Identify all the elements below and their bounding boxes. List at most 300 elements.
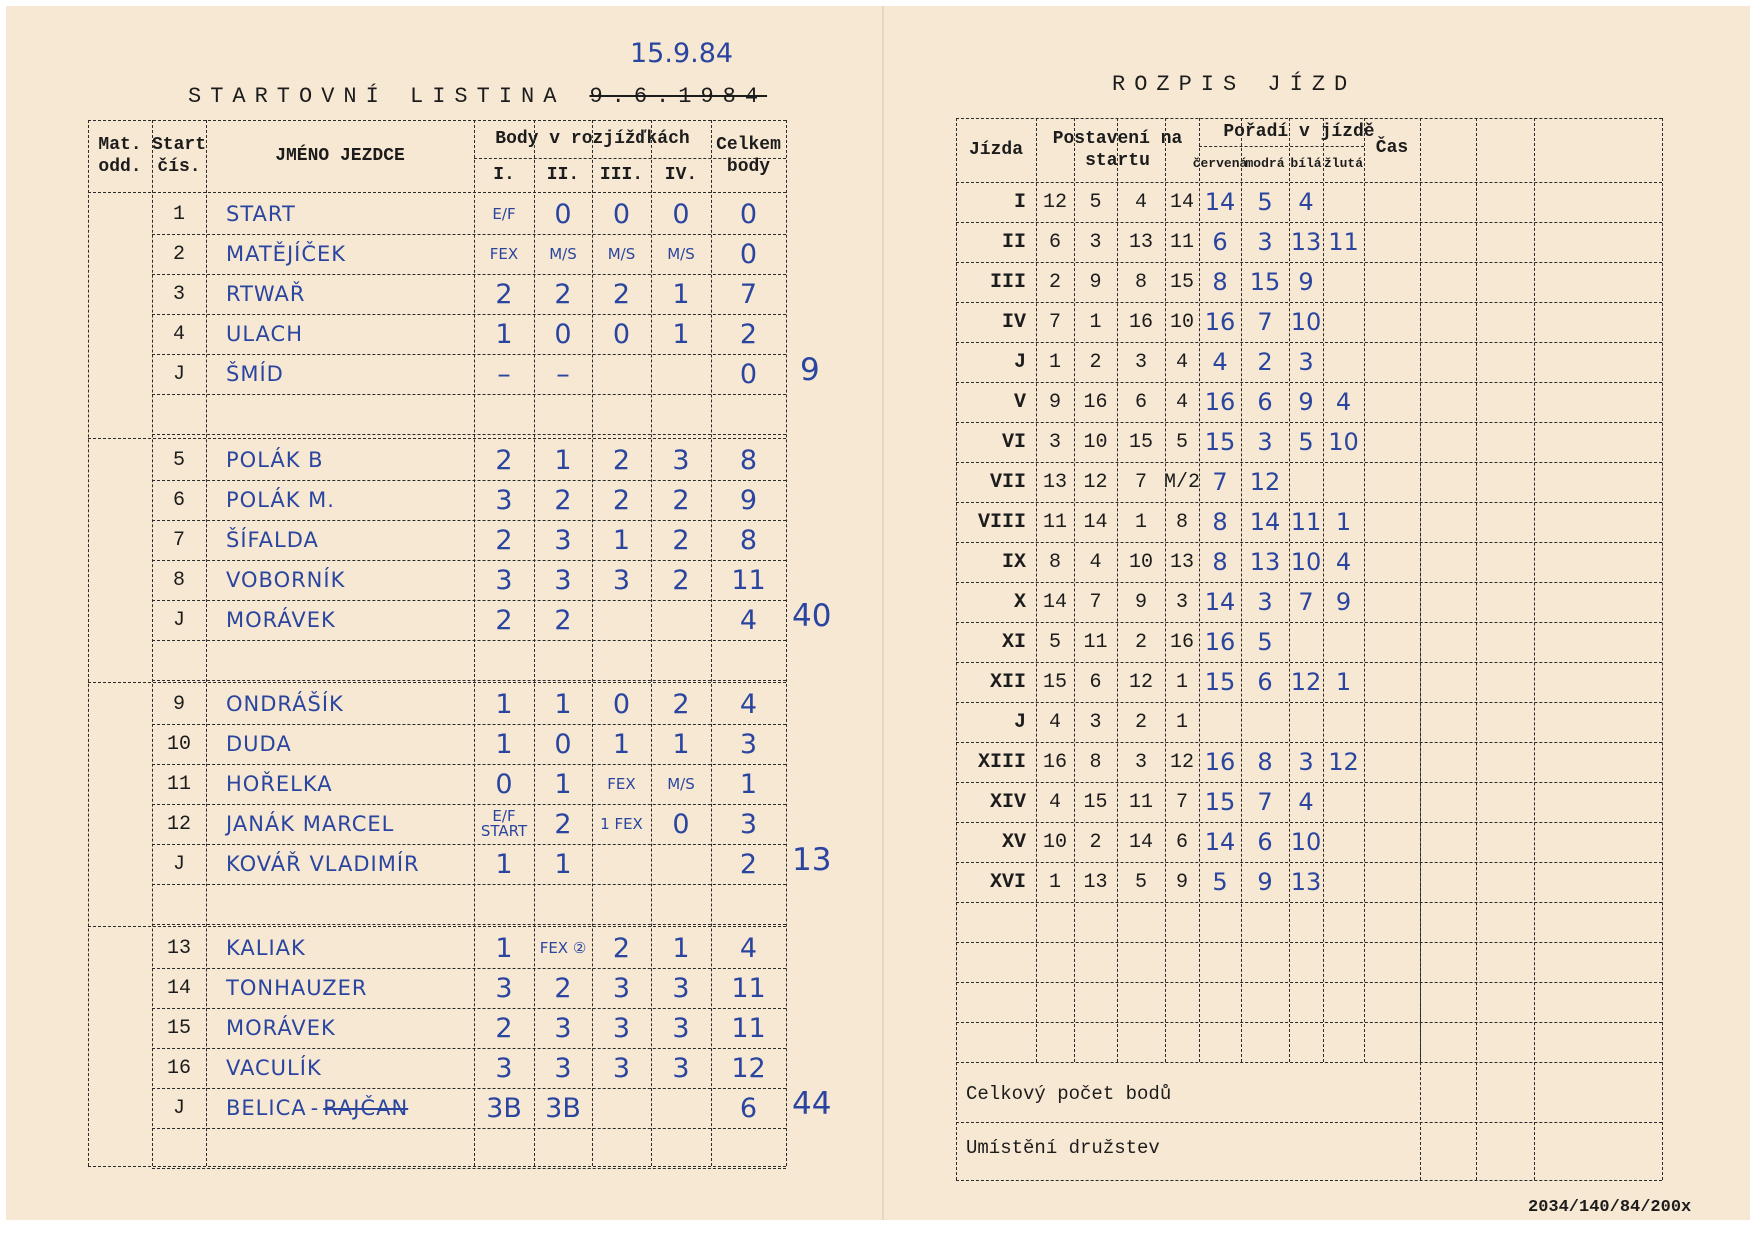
start-position-4: 8 [1175,510,1188,534]
start-position-1: 15 [1042,670,1067,694]
start-position-4: 13 [1169,550,1194,574]
heat-2-points: 1 [554,444,572,476]
heat-3-points: 0 [612,198,631,230]
heat-number: I [1013,190,1026,214]
finish-red: 8 [1212,508,1228,536]
header-jizda: Jízda [968,140,1023,160]
start-position-3: 9 [1134,590,1147,614]
heat-1-points: 3 [495,484,513,516]
start-position-3: 15 [1128,430,1153,454]
start-position-3: 3 [1134,750,1147,774]
grid-line [152,354,786,355]
start-position-3: 4 [1134,190,1147,214]
heat-4-points [651,600,711,640]
header-heat-4: IV. [664,165,698,185]
heat-2-points: 1 [554,688,572,720]
grid-line [152,1128,786,1129]
rider-name-text: JANÁK MARCEL [226,812,395,836]
heat-1-points: 2 [495,524,513,556]
finish-white [1289,702,1323,742]
rider-total: 8 [739,444,758,476]
heat-4-points: 3 [672,1012,690,1044]
start-number: 9 [172,692,185,716]
page-fold [882,6,884,1220]
heat-3-points: 2 [612,932,631,964]
finish-white: 9 [1298,388,1314,416]
grid-line [956,382,1662,383]
rider-name [206,480,474,520]
header-cas: Čas [1375,138,1409,158]
start-position-3: 5 [1134,870,1147,894]
heat-3-points [592,354,651,394]
heat-4-points: 0 [672,808,690,840]
start-number: 14 [166,976,191,1000]
start-position-3: 3 [1134,350,1147,374]
start-position-1: 10 [1042,830,1067,854]
group-divider [88,926,786,927]
grid-line [152,394,786,395]
heat-4-points: M/S [667,244,695,263]
heat-3-points: 3 [612,1052,631,1084]
start-number: 8 [172,568,185,592]
start-position-2: 12 [1083,470,1108,494]
rider-name-text: MORÁVEK [226,608,336,632]
grid-line [711,120,712,1166]
team-placement-label: Umístění družstev [966,1137,1160,1159]
heat-2-points: 3B [545,1092,581,1124]
start-position-1: 5 [1048,630,1061,654]
finish-blue: 2 [1257,348,1273,376]
start-position-2: 6 [1089,670,1102,694]
start-number: 4 [172,322,185,346]
rider-total: 6 [739,1092,758,1124]
start-list-title [188,84,767,109]
group-divider [88,192,786,193]
finish-blue: 3 [1257,228,1273,256]
start-position-4: 16 [1169,630,1194,654]
grid-line [1364,118,1365,1062]
start-position-1: 3 [1048,430,1061,454]
rider-total: 0 [739,358,758,390]
rider-name-text: KOVÁŘ VLADIMÍR [226,852,420,876]
grid-line [651,120,652,1166]
finish-red: 16 [1204,388,1236,416]
finish-yellow: 10 [1328,428,1359,456]
finish-white: 10 [1290,548,1322,576]
finish-white [1289,462,1323,502]
rider-name [206,314,474,354]
start-number: 3 [172,282,185,306]
start-number: J [172,852,185,876]
start-number: 16 [166,1056,191,1080]
finish-white: 12 [1290,668,1322,696]
heat-4-points: 2 [672,484,690,516]
start-position-4: 4 [1175,350,1188,374]
heat-2-points: 2 [554,808,572,840]
rider-name-text: HOŘELKA [226,772,333,796]
header-jmeno: JMÉNO JEZDCE [275,146,405,166]
heat-number: III [989,270,1026,294]
heat-3-points: M/S [607,244,636,263]
grid-line [152,1168,786,1169]
start-position-3: 2 [1134,710,1147,734]
grid-line [1036,118,1037,1062]
start-position-2: 1 [1089,310,1102,334]
heat-4-points [651,844,711,884]
rider-total: 11 [731,1012,766,1044]
heat-1-points: 3 [495,564,513,596]
heat-4-points: 1 [672,278,690,310]
grid-line [152,234,786,235]
grid-line [152,1048,786,1049]
grid-line [1662,118,1663,1180]
heat-number: VII [989,470,1026,494]
finish-red: 16 [1204,308,1236,336]
heat-4-points: 2 [672,524,690,556]
heat-1-points: 1 [495,932,513,964]
heat-3-points: 3 [612,1012,631,1044]
finish-red: 6 [1212,228,1228,256]
heat-2-points: 0 [554,318,572,350]
finish-blue: 7 [1257,788,1273,816]
rider-total: 1 [739,768,758,800]
grid-line [1534,118,1535,1180]
header-color-1: červená [1192,156,1248,171]
rider-name-text: MATĚJÍČEK [226,242,347,266]
finish-red: 15 [1204,788,1236,816]
rider-name-text: BELICA [226,1096,307,1120]
rider-total: 7 [739,278,758,310]
rider-name-text: ŠMÍD [226,362,284,386]
heat-number: X [1013,590,1026,614]
grid-line [152,314,786,315]
start-number: 15 [166,1016,191,1040]
rider-total: 11 [731,972,766,1004]
heat-3-points: 1 [612,524,631,556]
heat-4-points: 1 [672,728,690,760]
finish-blue: 3 [1257,588,1273,616]
grid-line [956,222,1662,223]
heat-1-points: 2 [495,278,513,310]
heat-1-points: 3B [486,1092,522,1124]
grid-line [956,662,1662,663]
finish-red: 15 [1204,428,1236,456]
rider-total: 4 [739,604,758,636]
start-number: J [172,608,185,632]
header-start-cis: Start čís. [152,135,207,177]
heat-2-points: 3 [554,1052,572,1084]
rider-name [206,520,474,560]
heat-number: IX [1001,550,1026,574]
heat-number: J [1013,350,1026,374]
rider-total: 0 [739,238,758,270]
heat-1-points: 1 [495,688,513,720]
heat-3-points: 1 [612,728,631,760]
rider-total: 3 [739,728,758,760]
start-position-4: 15 [1169,270,1194,294]
header-color-3: bílá [1290,156,1322,171]
finish-yellow: 11 [1328,228,1359,256]
header-heat-1: I. [493,165,515,185]
heat-1-points: 2 [495,444,513,476]
heat-number: VI [1001,430,1026,454]
heat-4-points [651,354,711,394]
grid-line [152,680,786,681]
grid-line [956,1022,1662,1023]
grid-line [956,862,1662,863]
heat-number: IV [1001,310,1026,334]
heat-4-points: 1 [672,318,690,350]
rider-name [206,274,474,314]
finish-white: 5 [1298,428,1314,456]
rider-name [206,560,474,600]
start-position-3: 16 [1128,310,1153,334]
heat-4-points: M/S [667,774,695,793]
grid-line [956,942,1662,943]
finish-white: 9 [1298,268,1314,296]
heat-3-points: 3 [612,972,631,1004]
rider-name-struck: RAJČAN [323,1096,409,1120]
finish-blue: 12 [1249,468,1281,496]
grid-line [152,924,786,925]
start-position-2: 8 [1089,750,1102,774]
grid-line [152,724,786,725]
start-number: J [172,362,185,386]
grid-line [956,302,1662,303]
rider-name [206,234,474,274]
heat-2-points: 0 [554,198,572,230]
grid-line [152,884,786,885]
heat-3-points: 0 [612,688,631,720]
finish-red: 16 [1204,628,1236,656]
start-position-2: 3 [1089,710,1102,734]
heat-4-points: 2 [672,564,690,596]
start-number: 10 [166,732,191,756]
finish-yellow [1323,262,1364,302]
heat-schedule-title: ROZPIS JÍZD [1112,72,1357,97]
start-position-1: 1 [1048,870,1061,894]
finish-yellow [1323,782,1364,822]
start-position-2: 13 [1083,870,1108,894]
heat-2-points: 1 [554,848,572,880]
start-position-3: 10 [1128,550,1153,574]
start-position-4: 10 [1169,310,1194,334]
total-points-label: Celkový počet bodů [966,1083,1172,1105]
grid-line [152,600,786,601]
start-position-1: 8 [1048,550,1061,574]
heat-number: XIV [989,790,1026,814]
grid-line [152,804,786,805]
finish-blue: 6 [1257,668,1273,696]
finish-white: 3 [1298,748,1314,776]
summary-divider [956,1122,1662,1123]
start-position-2: 16 [1083,390,1108,414]
heat-3-points: 2 [612,484,631,516]
finish-blue: 3 [1257,428,1273,456]
start-number: 1 [172,202,185,226]
start-position-1: 6 [1048,230,1061,254]
finish-yellow: 12 [1328,748,1359,776]
grid-line [1074,118,1075,1062]
table-top [956,118,1662,119]
heat-2-points: 0 [554,728,572,760]
heat-3-points: 0 [612,318,631,350]
start-position-4: 7 [1175,790,1188,814]
header-color-2: modrá [1245,156,1285,171]
start-position-2: 11 [1083,630,1108,654]
heat-1-points: 0 [495,768,513,800]
start-position-2: 9 [1089,270,1102,294]
grid-line [152,274,786,275]
start-position-4: 9 [1175,870,1188,894]
heat-1-points: 2 [495,1012,513,1044]
grid-line [956,582,1662,583]
rider-name [206,724,474,764]
finish-blue: 9 [1257,868,1273,896]
header-celkem: Celkem body [716,135,781,177]
rider-name [206,684,474,724]
finish-yellow: 1 [1335,668,1352,696]
rider-name [206,194,474,234]
heat-2-points: FEX ② [539,938,587,957]
start-position-1: 16 [1042,750,1067,774]
start-position-3: 2 [1134,630,1147,654]
start-position-4: 1 [1175,670,1188,694]
heat-4-points: 3 [672,444,690,476]
finish-blue: 5 [1257,188,1273,216]
finish-white: 3 [1298,348,1314,376]
finish-blue: 7 [1257,308,1273,336]
heat-3-points [592,844,651,884]
grid-line [88,120,89,1166]
start-number: 6 [172,488,185,512]
heat-number: VIII [977,510,1026,534]
finish-red: 15 [1204,668,1236,696]
team-total: 9 [800,352,820,388]
rider-name-text: KALIAK [226,936,306,960]
heat-2-points: 3 [554,524,572,556]
header-heat-3: III. [599,165,644,185]
heat-number: XIII [977,750,1026,774]
rider-name-text: MORÁVEK [226,1016,336,1040]
start-position-4: 6 [1175,830,1188,854]
team-total: 13 [792,842,832,878]
start-number: 5 [172,448,185,472]
start-number: J [172,1096,185,1120]
start-position-2: 15 [1083,790,1108,814]
start-list-title-text: STARTOVNÍ LISTINA [188,84,566,109]
heat-number: V [1013,390,1026,414]
finish-yellow [1323,862,1364,902]
grid-line [956,342,1662,343]
start-position-3: 12 [1128,670,1153,694]
name-separator: - [310,1096,320,1120]
start-position-3: 1 [1134,510,1147,534]
finish-blue: 6 [1257,388,1273,416]
heat-2-points: M/S [549,244,577,263]
start-position-4: M/2 [1164,470,1201,494]
heat-3-points: 3 [612,564,631,596]
heat-1-points: – [497,358,511,390]
heat-1-points: 1 [495,728,513,760]
heat-1-points: 3 [495,1052,513,1084]
rider-name-text: START [226,202,296,226]
heat-3-points: 1 FEX [600,814,643,833]
start-position-4: 4 [1175,390,1188,414]
rider-total: 8 [739,524,758,556]
header-heat-2: II. [546,165,580,185]
finish-red: 14 [1204,828,1236,856]
finish-blue: 6 [1257,828,1273,856]
start-position-1: 12 [1042,190,1067,214]
finish-yellow [1323,622,1364,662]
grid-line [956,702,1662,703]
header-postaveni: Postavení na startu [1052,129,1183,171]
finish-white: 4 [1298,788,1314,816]
finish-yellow [1323,182,1364,222]
grid-line [152,434,786,435]
heat-2-points: 2 [554,604,572,636]
rider-total: 4 [739,932,758,964]
heat-number: XV [1001,830,1026,854]
rider-name [206,804,474,844]
finish-yellow: 4 [1335,548,1352,576]
grid-line [956,542,1662,543]
heat-number: J [1013,710,1026,734]
grid-line [956,902,1662,903]
finish-yellow [1323,702,1364,742]
table-bottom [956,1180,1662,1181]
heat-2-points: – [556,358,570,390]
start-position-4: 1 [1175,710,1188,734]
grid-line [956,1062,1662,1063]
heat-2-points: 2 [554,972,572,1004]
grid-line [152,1008,786,1009]
finish-yellow [1323,462,1364,502]
start-position-3: 7 [1134,470,1147,494]
grid-line [592,120,593,1166]
start-position-2: 10 [1083,430,1108,454]
heat-number: XII [989,670,1026,694]
grid-line [152,640,786,641]
rider-name [206,928,474,968]
finish-blue: 14 [1249,508,1281,536]
rider-name [206,440,474,480]
heat-3-points: 2 [612,278,631,310]
heat-2-points: 2 [554,278,572,310]
start-position-2: 2 [1089,830,1102,854]
group-divider [88,438,786,439]
rider-name-text: VACULÍK [226,1056,322,1080]
grid-line [1241,118,1242,1062]
corrected-date: 15.9.84 [630,38,734,69]
grid-line [152,480,786,481]
heat-1-points: FEX [489,244,519,263]
start-position-1: 14 [1042,590,1067,614]
rider-name [206,1048,474,1088]
form-code: 2034/140/84/200x [1528,1198,1692,1217]
finish-white: 13 [1290,228,1322,256]
finish-red: 8 [1212,268,1228,296]
heat-3-points [592,600,651,640]
rider-name [206,1088,474,1128]
start-position-3: 6 [1134,390,1147,414]
grid-line [152,560,786,561]
header-color-4: žlutá [1323,156,1363,171]
start-number: 12 [166,812,191,836]
rider-name-text: DUDA [226,732,292,756]
finish-white: 10 [1290,308,1322,336]
